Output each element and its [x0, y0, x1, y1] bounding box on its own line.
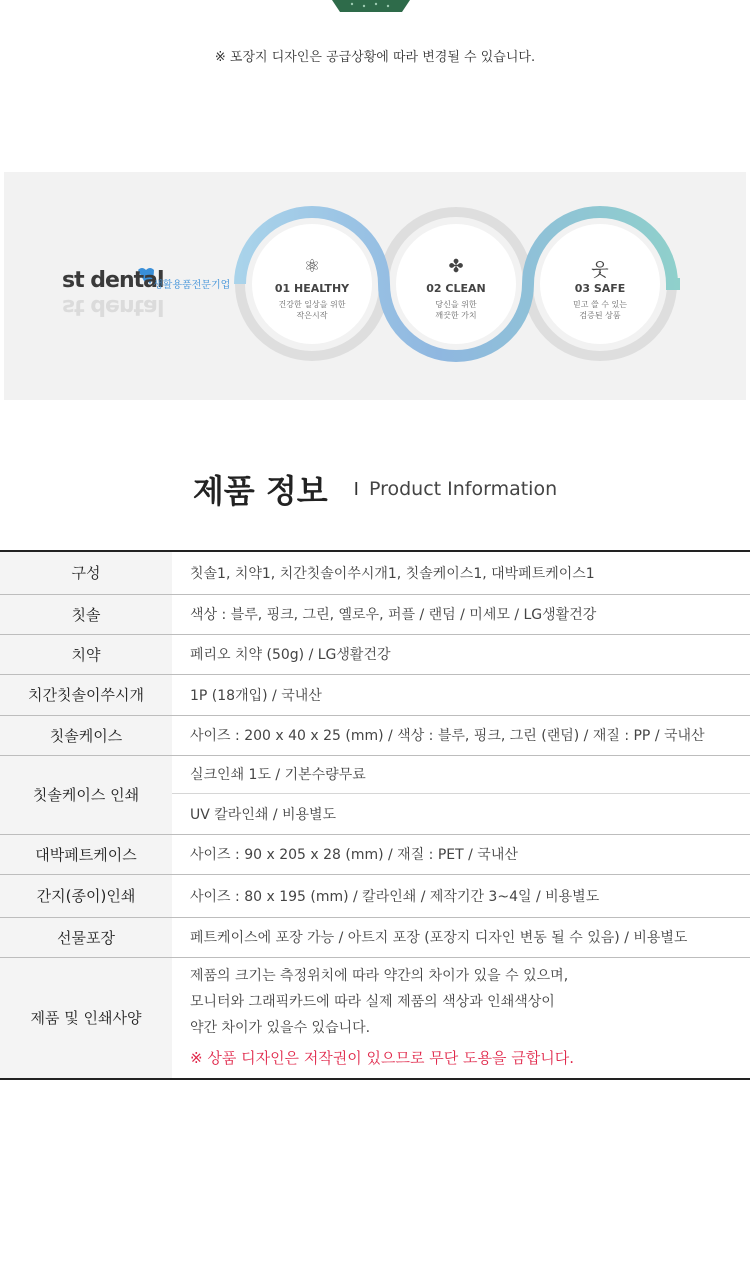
row-label: 칫솔케이스: [0, 715, 172, 755]
value-title: 03 SAFE: [574, 282, 626, 295]
value-desc: 깨끗한 가치: [435, 311, 477, 320]
brand-banner: [4, 172, 746, 400]
row-value: 1P (18개입) / 국내산: [190, 687, 322, 704]
value-title: 01 HEALTHY: [274, 282, 350, 295]
table-row: [0, 551, 750, 594]
table-row: [0, 755, 750, 793]
leaf-icon: ✤: [448, 256, 464, 277]
title-separator: I: [353, 478, 359, 500]
packaging-notice: ※ 포장지 디자인은 공급상황에 따라 변경될 수 있습니다.: [214, 50, 536, 65]
value-healthy: [252, 256, 372, 321]
table-row: [0, 957, 750, 1079]
table-row: [0, 715, 750, 755]
people-icon: 웃: [591, 260, 609, 281]
row-value: 페리오 치약 (50g) / LG생활건강: [190, 647, 391, 663]
row-label: 칫솔: [0, 594, 172, 634]
row-label: 치간칫솔이쑤시개: [0, 674, 172, 715]
spec-note-line: 약간 차이가 있을수 있습니다.: [190, 1019, 371, 1036]
product-info-table: [0, 550, 750, 1080]
table-row: [0, 917, 750, 957]
value-desc: 믿고 쓸 수 있는: [573, 300, 627, 309]
section-title: [0, 466, 750, 512]
package-image-fragment: [332, 0, 410, 12]
copyright-warning: ※ 상품 디자인은 저작권이 있으므로 무단 도용을 금합니다.: [190, 1048, 574, 1067]
brand-tagline: 생활용품전문기업: [153, 280, 231, 291]
row-label: 치약: [0, 634, 172, 674]
table-row: [0, 634, 750, 674]
row-label: 칫솔케이스 인쇄: [0, 755, 172, 834]
value-safe: [540, 256, 660, 321]
row-value: 칫솔1, 치약1, 치간칫솔이쑤시개1, 칫솔케이스1, 대박페트케이스1: [190, 565, 595, 582]
row-label: 선물포장: [0, 917, 172, 957]
row-label: 대박페트케이스: [0, 834, 172, 874]
value-desc: 건강한 일상을 위한: [278, 300, 346, 309]
brand-logo-reflection: st dental: [62, 294, 164, 319]
brand-logo: st dental: [62, 268, 164, 293]
value-desc: 작은시작: [296, 311, 328, 320]
section-title-ko: 제품 정보: [192, 472, 328, 510]
value-desc: 검증된 상품: [579, 311, 621, 320]
section-title-en: Product Information: [368, 478, 558, 500]
row-value: [172, 957, 750, 1079]
spec-note-line: 제품의 크기는 측정위치에 따라 약간의 차이가 있을 수 있으며,: [190, 967, 569, 984]
table-row: [0, 874, 750, 917]
table-row: [0, 834, 750, 874]
table-row: [0, 594, 750, 634]
row-label: 구성: [0, 551, 172, 594]
row-value: 사이즈 : 80 x 195 (mm) / 칼라인쇄 / 제작기간 3~4일 / 비용별도: [190, 888, 600, 905]
value-title: 02 CLEAN: [426, 282, 486, 295]
row-value: 실크인쇄 1도 / 기본수량무료: [172, 755, 750, 793]
row-value: 색상 : 블루, 핑크, 그린, 옐로우, 퍼플 / 랜덤 / 미세모 / LG생활건강: [190, 607, 597, 623]
row-value: 사이즈 : 90 x 205 x 28 (mm) / 재질 : PET / 국내산: [190, 847, 518, 863]
row-value: 페트케이스에 포장 가능 / 아트지 포장 (포장지 디자인 변동 될 수 있음) / 비용별도: [190, 930, 688, 946]
row-value: UV 칼라인쇄 / 비용별도: [190, 806, 337, 823]
row-label: 간지(종이)인쇄: [0, 874, 172, 917]
row-value: 사이즈 : 200 x 40 x 25 (mm) / 색상 : 블루, 핑크, 그린 (랜덤) / 재질 : PP / 국내산: [190, 728, 705, 744]
atom-icon: ⚛: [303, 256, 321, 277]
row-label: 제품 및 인쇄사양: [0, 957, 172, 1079]
table-row: [0, 674, 750, 715]
value-desc: 당신을 위한: [435, 300, 477, 309]
spec-note-line: 모니터와 그래픽카드에 따라 실제 제품의 색상과 인쇄색상이: [190, 993, 555, 1010]
value-clean: [396, 256, 516, 321]
